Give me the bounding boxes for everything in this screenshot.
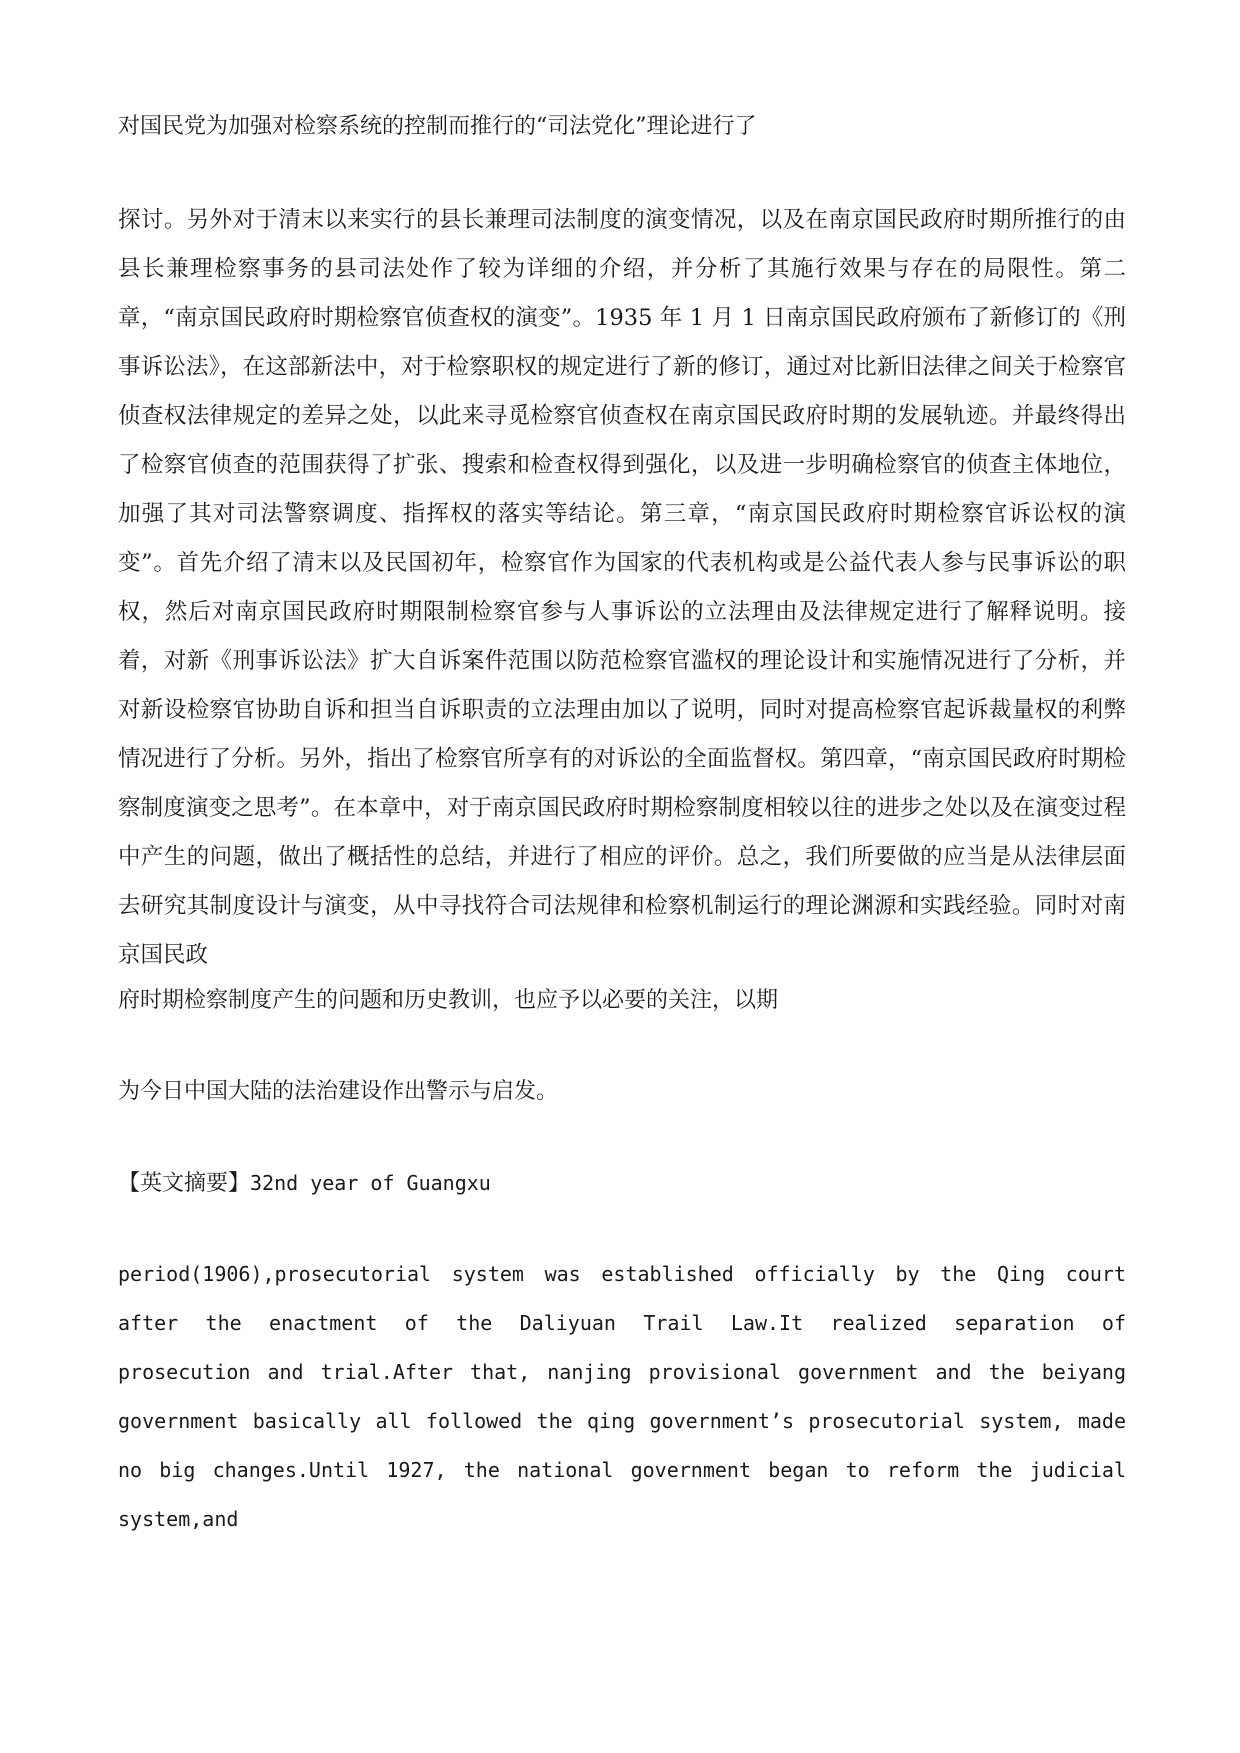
text-line-intro: 对国民党为加强对检察系统的控制而推行的“司法党化”理论进行了 [118, 114, 757, 139]
english-abstract-label: 【英文摘要】 [118, 1171, 251, 1196]
english-abstract-heading [118, 1168, 491, 1199]
english-abstract-first-line: 32nd year of Guangxu [250, 1171, 491, 1195]
text-line-conclusion: 为今日中国大陆的法治建设作出警示与启发。 [118, 1079, 559, 1104]
text-line-continuation: 府时期检察制度产生的问题和历史教训，也应予以必要的关注，以期 [118, 988, 779, 1013]
english-abstract-paragraph: period(1906),prosecutorial system was established officially by the Qing court after the enactment of the Daliyuan Trail Law.It realized separation of prosecution and trial.After that, nanjing provisional government and the beiyang government basically all followed the qing government’s prosecutorial system, made no big changes.Until 1927, the national government began to reform the judicial system,and [118, 1262, 1126, 1531]
main-paragraph: 探讨。另外对于清末以来实行的县长兼理司法制度的演变情况，以及在南京国民政府时期所推行的由县长兼理检察事务的县司法处作了较为详细的介绍，并分析了其施行效果与存在的局限性。第二章，“南京国民政府时期检察官侦查权的演变”。1935 年 1 月 1 日南京国民政府颁布了新修订的《刑事诉讼法》，在这部新法中，对于检察职权的规定进行了新的修订，通过对比新旧法律之间关于检察官侦查权法律规定的差异之处，以此来寻觅检察官侦查权在南京国民政府时期的发展轨迹。并最终得出了检察官侦查的范围获得了扩张、搜索和检查权得到强化，以及进一步明确检察官的侦查主体地位，加强了其对司法警察调度、指挥权的落实等结论。第三章，“南京国民政府时期检察官诉讼权的演变”。首先介绍了清末以及民国初年，检察官作为国家的代表机构或是公益代表人参与民事诉讼的职权，然后对南京国民政府时期限制检察官参与人事诉讼的立法理由及法律规定进行了解释说明。接着，对新《刑事诉讼法》扩大自诉案件范围以防范检察官滥权的理论设计和实施情况进行了分析，并对新设检察官协助自诉和担当自诉职责的立法理由加以了说明，同时对提高检察官起诉裁量权的利弊情况进行了分析。另外，指出了检察官所享有的对诉讼的全面监督权。第四章，“南京国民政府时期检察制度演变之思考”。在本章中，对于南京国民政府时期检察制度相较以往的进步之处以及在演变过程中产生的问题，做出了概括性的总结，并进行了相应的评价。总之，我们所要做的应当是从法律层面去研究其制度设计与演变，从中寻找符合司法规律和检察机制运行的理论渊源和实践经验。同时对南京国民政 [118, 207, 1126, 968]
